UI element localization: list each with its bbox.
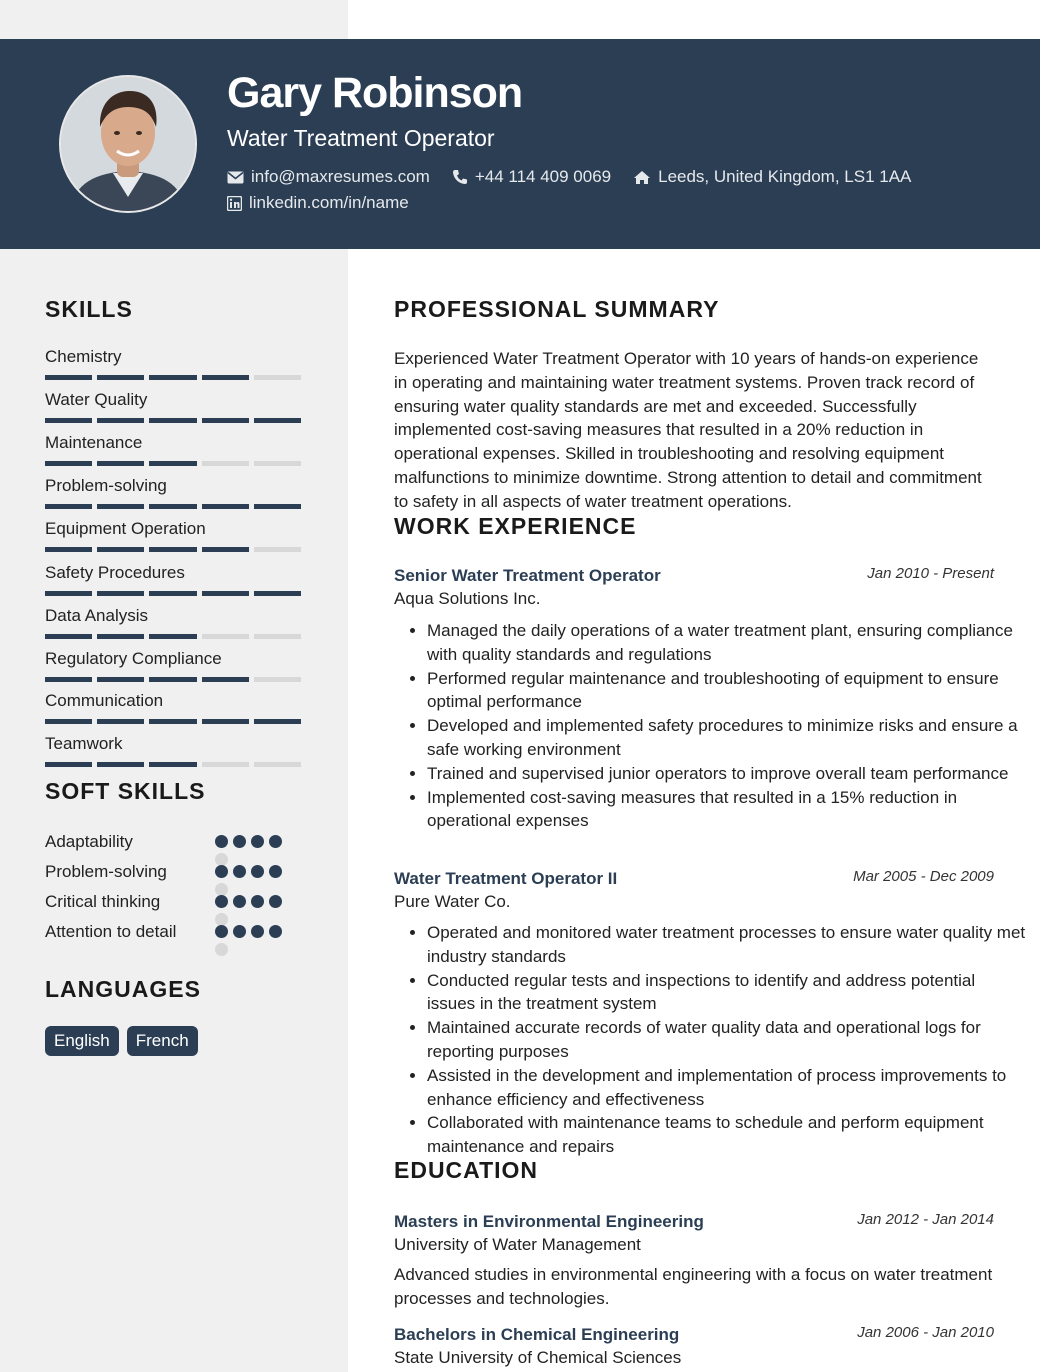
list-item: • Performed regular maintenance and troubleshooting of equipment to ensure optimal performance xyxy=(427,667,1027,715)
rating-dot xyxy=(269,925,282,938)
skill-rating-bar xyxy=(45,762,301,767)
skill-rating-segment xyxy=(202,762,249,767)
skill-rating-segment xyxy=(45,547,92,552)
skill-rating-segment xyxy=(202,504,249,509)
rating-dot xyxy=(251,895,264,908)
skill-rating-segment xyxy=(97,547,144,552)
skill-rating-segment xyxy=(97,591,144,596)
rating-dot xyxy=(269,835,282,848)
skill-rating-segment xyxy=(202,677,249,682)
skill-name: Regulatory Compliance xyxy=(45,649,222,668)
soft-skill-name: Problem-solving xyxy=(45,862,167,881)
skill-rating-segment xyxy=(254,719,301,724)
contact-row-primary xyxy=(227,167,933,187)
linkedin-icon xyxy=(227,196,242,211)
contact-linkedin[interactable] xyxy=(227,193,409,213)
home-icon xyxy=(633,170,651,185)
skill-rating-bar xyxy=(45,375,301,380)
skill-rating-segment xyxy=(45,719,92,724)
skill-rating-segment xyxy=(45,504,92,509)
experience-heading: WORK EXPERIENCE xyxy=(394,513,637,539)
skill-rating-segment xyxy=(149,547,196,552)
skill-rating-segment xyxy=(45,634,92,639)
skill-rating-segment xyxy=(254,461,301,466)
skill-name: Water Quality xyxy=(45,390,148,409)
skill-item xyxy=(45,390,301,423)
language-pill: French xyxy=(127,1026,198,1056)
skill-rating-segment xyxy=(45,591,92,596)
degree-school-2: State University of Chemical Sciences xyxy=(394,1348,682,1367)
envelope-icon xyxy=(227,171,244,184)
soft-skill-item xyxy=(45,890,295,914)
job-company-2: Pure Water Co. xyxy=(394,892,511,911)
skill-rating-segment xyxy=(202,547,249,552)
rating-dot xyxy=(215,943,228,956)
rating-dot xyxy=(215,835,228,848)
skill-rating-segment xyxy=(202,634,249,639)
job-title-1: Senior Water Treatment Operator xyxy=(394,566,661,585)
skill-name: Teamwork xyxy=(45,734,123,753)
job-date-2: Mar 2005 - Dec 2009 xyxy=(853,868,994,885)
skill-rating-bar xyxy=(45,461,301,466)
skill-rating-bar xyxy=(45,504,301,509)
skill-rating-bar xyxy=(45,634,301,639)
languages-list xyxy=(45,1026,198,1056)
rating-dot xyxy=(215,925,228,938)
skill-item xyxy=(45,519,301,552)
degree-school-1: University of Water Management xyxy=(394,1235,641,1254)
language-pill: English xyxy=(45,1026,119,1056)
soft-skill-name: Attention to detail xyxy=(45,922,177,941)
skill-rating-segment xyxy=(254,547,301,552)
skill-rating-segment xyxy=(254,375,301,380)
languages-heading: LANGUAGES xyxy=(45,976,201,1002)
degree-description-1: Advanced studies in environmental engineering with a focus on water treatment processes and technologies. xyxy=(394,1265,993,1308)
profile-photo xyxy=(61,77,195,211)
list-item: • Collaborated with maintenance teams to schedule and perform equipment maintenance and repairs xyxy=(427,1111,1027,1159)
job-title-2: Water Treatment Operator II xyxy=(394,869,618,888)
skill-name: Problem-solving xyxy=(45,476,167,495)
skill-rating-segment xyxy=(202,375,249,380)
degree-title-2: Bachelors in Chemical Engineering xyxy=(394,1325,680,1344)
skill-rating-bar xyxy=(45,418,301,423)
avatar xyxy=(59,75,197,213)
skill-rating-segment xyxy=(254,677,301,682)
contact-phone[interactable] xyxy=(452,167,611,187)
skill-rating-segment xyxy=(45,762,92,767)
skill-rating-segment xyxy=(97,677,144,682)
job-date-1: Jan 2010 - Present xyxy=(867,565,994,582)
list-item: • Maintained accurate records of water quality data and operational logs for reporting purposes xyxy=(427,1016,1027,1064)
skill-rating-segment xyxy=(254,418,301,423)
list-item: • Trained and supervised junior operators to improve overall team performance xyxy=(427,762,1027,786)
skill-item xyxy=(45,606,301,639)
skill-rating-segment xyxy=(254,634,301,639)
degree-title-1: Masters in Environmental Engineering xyxy=(394,1212,704,1231)
skill-rating-segment xyxy=(149,719,196,724)
job-company-1: Aqua Solutions Inc. xyxy=(394,589,541,608)
rating-dot xyxy=(251,865,264,878)
skill-rating-segment xyxy=(97,418,144,423)
rating-dot xyxy=(269,895,282,908)
rating-dot xyxy=(251,925,264,938)
skill-item xyxy=(45,476,301,509)
rating-dot xyxy=(215,895,228,908)
rating-dot xyxy=(251,835,264,848)
rating-dot xyxy=(269,865,282,878)
soft-skill-name: Adaptability xyxy=(45,832,133,851)
degree-date-2: Jan 2006 - Jan 2010 xyxy=(857,1324,994,1341)
skill-rating-segment xyxy=(149,762,196,767)
skill-rating-segment xyxy=(254,591,301,596)
skill-rating-segment xyxy=(45,418,92,423)
soft-skill-item xyxy=(45,830,295,854)
skills-heading: SKILLS xyxy=(45,296,133,322)
skill-name: Maintenance xyxy=(45,433,143,452)
skill-rating-bar xyxy=(45,547,301,552)
skill-rating-bar xyxy=(45,719,301,724)
skill-item xyxy=(45,691,301,724)
skill-rating-segment xyxy=(45,375,92,380)
phone-text: +44 114 409 0069 xyxy=(474,167,612,186)
summary-text: Experienced Water Treatment Operator with 10 years of hands-on experience in operating and maintaining water treatment systems. Proven track record of ensuring water quality standards are met and exceeded. Successfully implemented cost-saving measures that resulted in a 20% reduction in operational expenses. Skilled in troubleshooting and resolving equipment malfunctions to minimize downtime. Strong attention to detail and commitment to safety in all aspects of water treatment operations. xyxy=(394,349,982,511)
rating-dot xyxy=(233,865,246,878)
skill-rating-segment xyxy=(149,461,196,466)
soft-skill-item xyxy=(45,860,295,884)
skill-rating-segment xyxy=(149,677,196,682)
rating-dot xyxy=(233,835,246,848)
skill-name: Equipment Operation xyxy=(45,519,206,538)
skill-rating-segment xyxy=(97,719,144,724)
rating-dot xyxy=(215,865,228,878)
list-item: • Operated and monitored water treatment processes to ensure water quality met industry standards xyxy=(427,921,1027,969)
skill-item xyxy=(45,734,301,767)
skill-rating-segment xyxy=(97,762,144,767)
skill-rating-bar xyxy=(45,591,301,596)
job-bullets-2 xyxy=(394,921,1027,1159)
linkedin-text: linkedin.com/in/name xyxy=(249,193,409,212)
skill-name: Communication xyxy=(45,691,164,710)
skill-name: Safety Procedures xyxy=(45,563,185,582)
skill-item xyxy=(45,433,301,466)
skill-rating-segment xyxy=(202,461,249,466)
skill-rating-segment xyxy=(97,461,144,466)
contact-location xyxy=(633,167,911,187)
skill-rating-segment xyxy=(149,375,196,380)
skill-rating-segment xyxy=(202,719,249,724)
skill-rating-segment xyxy=(149,418,196,423)
location-text: Leeds, United Kingdom, LS1 1AA xyxy=(658,167,912,186)
education-heading: EDUCATION xyxy=(394,1157,539,1183)
degree-date-1: Jan 2012 - Jan 2014 xyxy=(857,1211,994,1228)
list-item: • Assisted in the development and implementation of process improvements to enhance efficiency and effectiveness xyxy=(427,1064,1027,1112)
skill-rating-segment xyxy=(97,375,144,380)
skill-rating-segment xyxy=(202,591,249,596)
skill-item xyxy=(45,347,301,380)
email-text: info@maxresumes.com xyxy=(251,167,430,186)
header-banner xyxy=(0,39,1040,249)
skill-rating-segment xyxy=(45,461,92,466)
soft-skill-item xyxy=(45,920,295,944)
summary-heading: PROFESSIONAL SUMMARY xyxy=(394,296,720,322)
skill-rating-segment xyxy=(97,504,144,509)
skill-rating-segment xyxy=(254,762,301,767)
skill-rating-segment xyxy=(97,634,144,639)
skill-name: Data Analysis xyxy=(45,606,148,625)
rating-dot xyxy=(233,925,246,938)
skill-rating-bar xyxy=(45,677,301,682)
skill-name: Chemistry xyxy=(45,347,122,366)
soft-skill-name: Critical thinking xyxy=(45,892,161,911)
contact-row-secondary xyxy=(227,193,431,213)
phone-icon xyxy=(452,169,468,185)
contact-email[interactable] xyxy=(227,167,430,187)
list-item: • Implemented cost-saving measures that resulted in a 15% reduction in operational expenses xyxy=(427,786,1027,834)
skill-rating-segment xyxy=(149,634,196,639)
list-item: • Managed the daily operations of a water treatment plant, ensuring compliance with quality standards and regulations xyxy=(427,619,1027,667)
skill-item xyxy=(45,563,301,596)
candidate-name: Gary Robinson xyxy=(227,69,523,117)
skill-rating-segment xyxy=(202,418,249,423)
skill-rating-segment xyxy=(149,504,196,509)
skill-rating-segment xyxy=(45,677,92,682)
candidate-title: Water Treatment Operator xyxy=(227,125,495,151)
rating-dot xyxy=(233,895,246,908)
list-item: • Developed and implemented safety procedures to minimize risks and ensure a safe working environment xyxy=(427,714,1027,762)
skill-rating-segment xyxy=(254,504,301,509)
job-bullets-1 xyxy=(394,619,1027,833)
list-item: • Conducted regular tests and inspections to identify and address potential issues in the treatment system xyxy=(427,969,1027,1017)
soft-skills-heading: SOFT SKILLS xyxy=(45,778,206,804)
skill-rating-segment xyxy=(149,591,196,596)
skill-item xyxy=(45,649,301,682)
